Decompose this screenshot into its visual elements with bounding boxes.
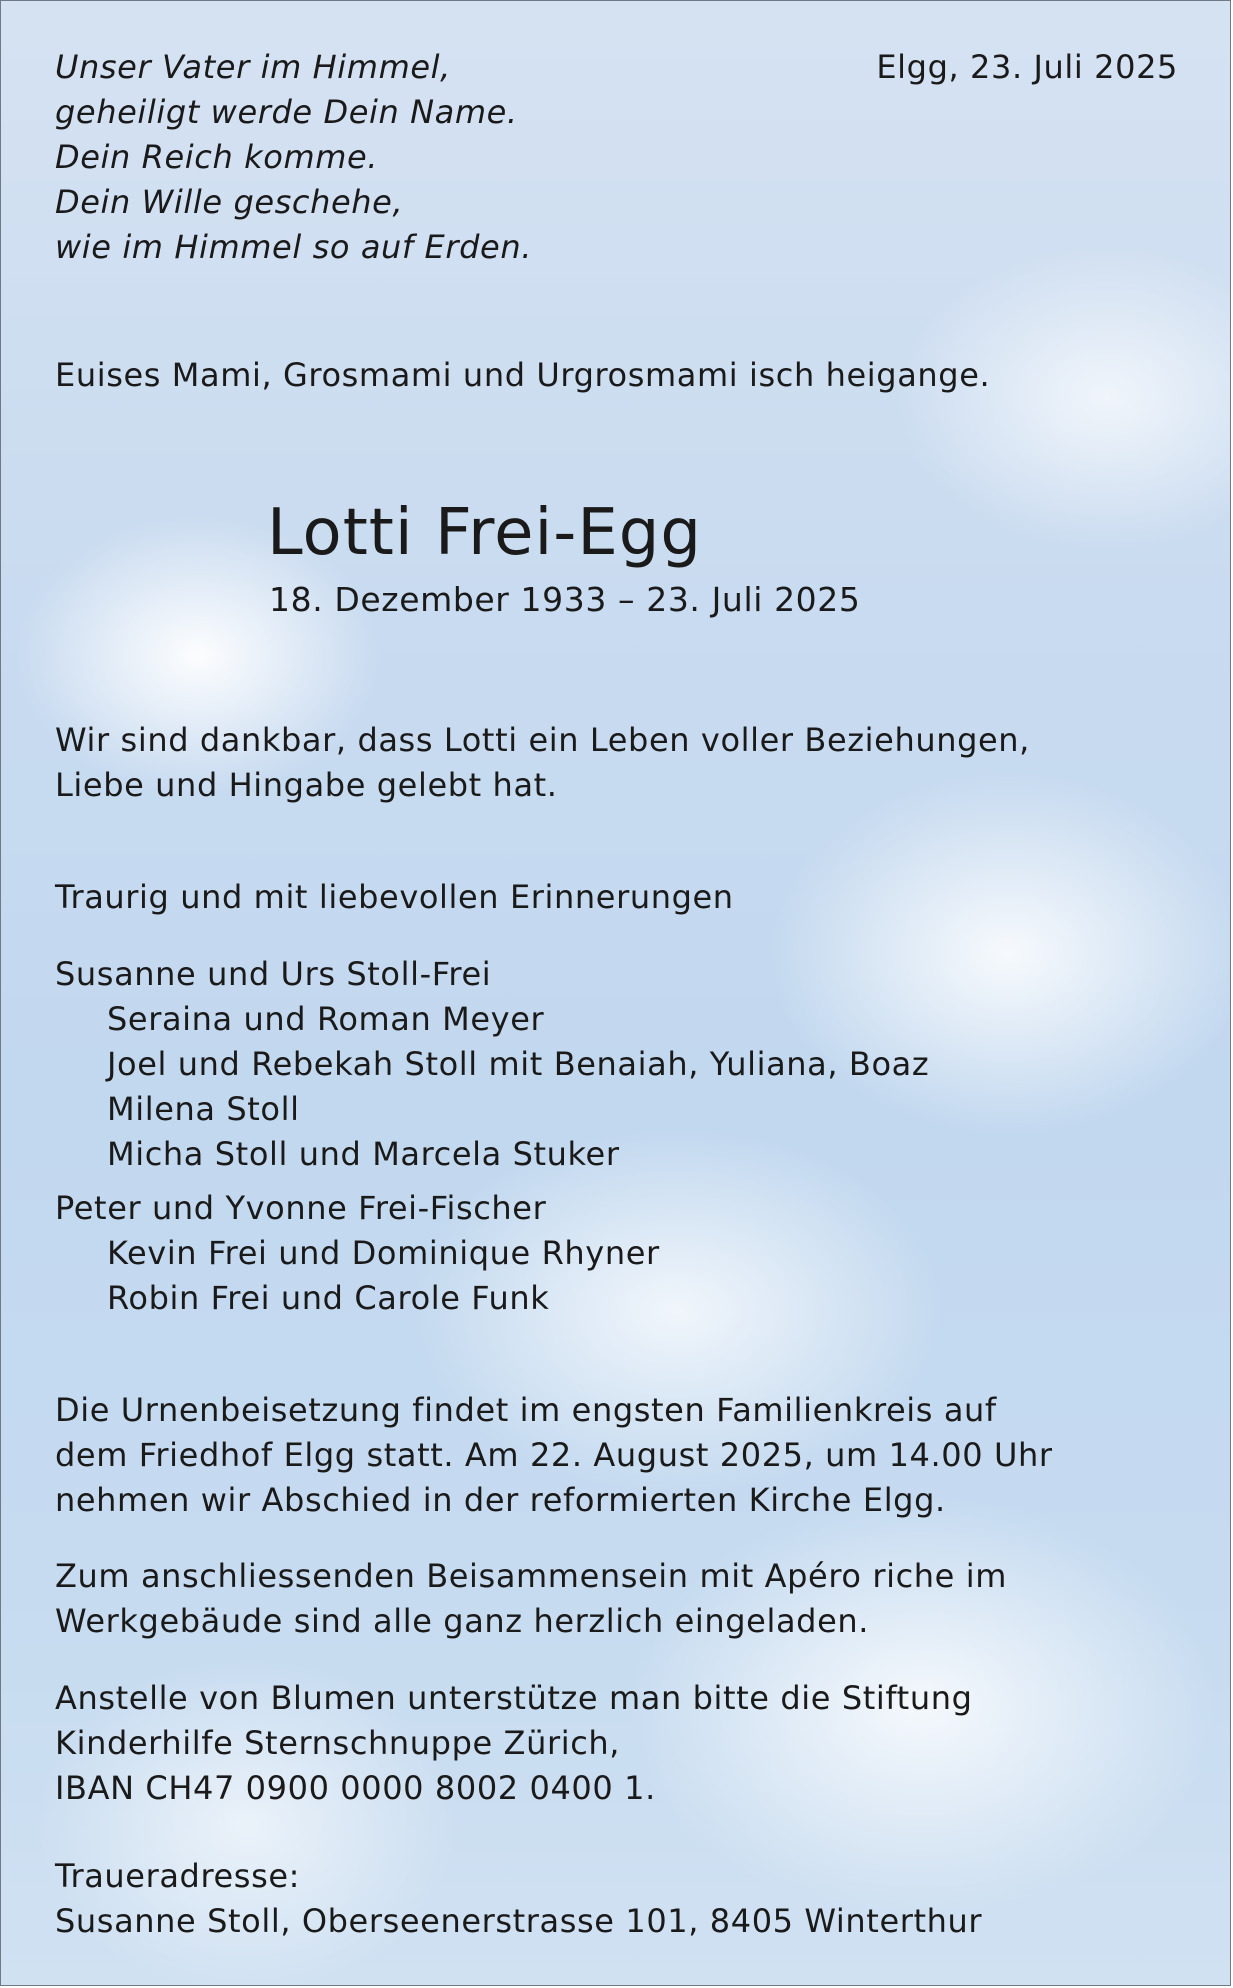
verse-line: Dein Reich komme. <box>55 138 379 176</box>
family-member: Milena Stoll <box>107 1090 300 1128</box>
family-member: Kevin Frei und Dominique Rhyner <box>107 1234 660 1272</box>
family-head: Peter und Yvonne Frei-Fischer <box>55 1189 547 1227</box>
family-member: Robin Frei und Carole Funk <box>107 1279 550 1317</box>
mourning-line: Traurig und mit liebevollen Erinnerungen <box>55 878 734 916</box>
donation-text <box>55 1676 973 1811</box>
gratitude-text <box>55 718 1030 808</box>
donation-line: Anstelle von Blumen unterstütze man bitte die Stiftung <box>55 1679 973 1717</box>
burial-line: Die Urnenbeisetzung findet im engsten Familienkreis auf <box>55 1391 997 1429</box>
verse-line: wie im Himmel so auf Erden. <box>55 228 532 266</box>
gathering-line: Zum anschliessenden Beisammensein mit Apéro riche im <box>55 1557 1007 1595</box>
family-member: Seraina und Roman Meyer <box>107 1000 545 1038</box>
verse-line: Dein Wille geschehe, <box>55 183 404 221</box>
address-block <box>55 1854 982 1944</box>
gathering-line: Werkgebäude sind alle ganz herzlich eingeladen. <box>55 1602 870 1640</box>
verse-line: geheiligt werde Dein Name. <box>55 93 518 131</box>
burial-line: nehmen wir Abschied in der reformierten Kirche Elgg. <box>55 1481 946 1519</box>
verse-line: Unser Vater im Himmel, <box>55 48 451 86</box>
intro-line: Euises Mami, Grosmami und Urgrosmami isch heigange. <box>55 356 991 394</box>
family-group <box>55 952 929 1177</box>
family-head: Susanne und Urs Stoll-Frei <box>55 955 492 993</box>
gratitude-line: Wir sind dankbar, dass Lotti ein Leben voller Beziehungen, <box>55 721 1030 759</box>
life-dates: 18. Dezember 1933 – 23. Juli 2025 <box>269 580 861 619</box>
family-group <box>55 1186 660 1321</box>
donation-line: IBAN CH47 0900 0000 8002 0400 1. <box>55 1769 656 1807</box>
verse-block <box>55 45 532 270</box>
gathering-text <box>55 1554 1007 1644</box>
place-date: Elgg, 23. Juli 2025 <box>876 48 1178 86</box>
donation-line: Kinderhilfe Sternschnuppe Zürich, <box>55 1724 621 1762</box>
deceased-name: Lotti Frei-Egg <box>267 496 702 570</box>
gratitude-line: Liebe und Hingabe gelebt hat. <box>55 766 558 804</box>
family-member: Micha Stoll und Marcela Stuker <box>107 1135 620 1173</box>
address-label: Traueradresse: <box>55 1857 301 1895</box>
burial-text <box>55 1388 1053 1523</box>
burial-line: dem Friedhof Elgg statt. Am 22. August 2025, um 14.00 Uhr <box>55 1436 1053 1474</box>
address-value: Susanne Stoll, Oberseenerstrasse 101, 8405 Winterthur <box>55 1902 983 1940</box>
family-member: Joel und Rebekah Stoll mit Benaiah, Yuliana, Boaz <box>107 1045 930 1083</box>
